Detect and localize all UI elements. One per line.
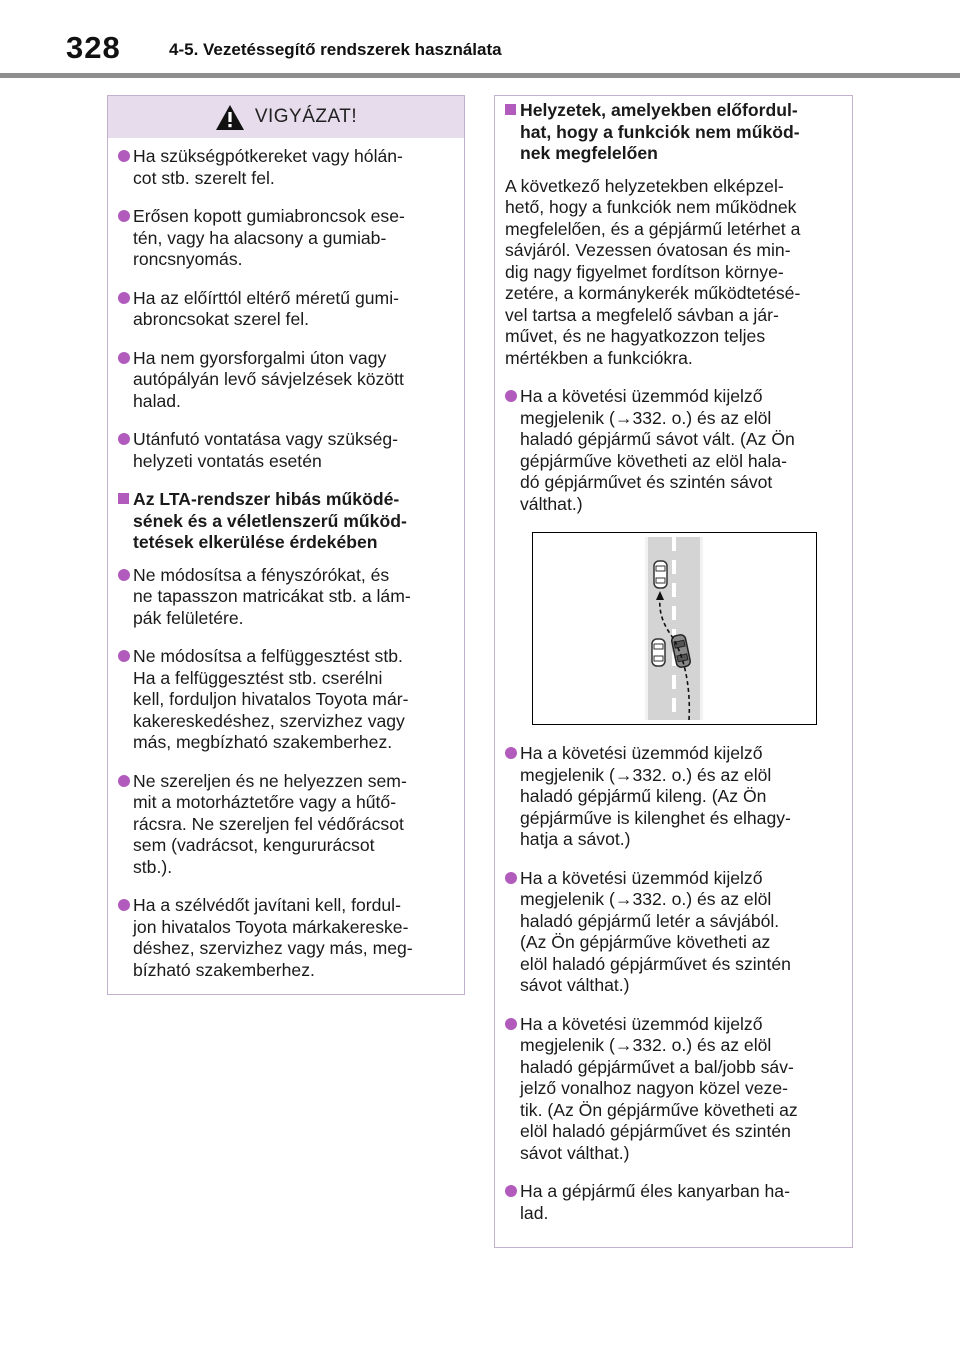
lane-change-illustration	[532, 532, 817, 725]
page-header	[0, 0, 960, 78]
list-item: Ha a követési üzemmód kijelző megjelenik (→332. o.) és az elöl haladó gépjárművet a bal/jobb sáv- jelző vonalhoz nagyon közel veze- tik. (Az Ön gépjárműve követheti az elöl haladó gépjárművet és szintén sávot válthat.)	[505, 1014, 838, 1165]
warning-box	[107, 95, 465, 995]
info-intro: A következő helyzetekben elképzel- hető, hogy a funkciók nem működnek megfelelően, és a gépjármű letérhet a sávjáról. Vezessen óvatosan és min- dig nagy figyelmet fordítson környe- zetére, a kormánykerék működtetésé- vel tartsa a megfelelő sávban a jár- művet, és ne hagyatkozzon teljes mértékben a funkciókra.	[505, 175, 801, 368]
road-edge-right	[700, 537, 703, 720]
warning-header	[108, 96, 464, 138]
info-subheading: Helyzetek, amelyekben előfordul- hat, hogy a funkciók nem működ- nek megfelelően	[505, 100, 838, 165]
info-box	[494, 95, 853, 1248]
warning-triangle-icon	[215, 104, 245, 131]
list-item: Ha a gépjármű éles kanyarban ha- lad.	[505, 1181, 838, 1224]
list-item: Ne módosítsa a fényszórókat, és ne tapasszon matricákat stb. a lám- pák felületére.	[118, 565, 450, 630]
list-item: Ha a követési üzemmód kijelző megjelenik (→332. o.) és az elöl haladó gépjármű letér a sávjából. (Az Ön gépjárműve követheti az elöl haladó gépjárművet és szintén sávot válthat.)	[505, 868, 838, 997]
lead-vehicle-icon	[654, 561, 667, 588]
list-item: Ne szereljen és ne helyezzen sem- mit a motorháztetőre vagy a hűtő- rácsra. Ne szereljen fel védőrácsot sem (vadrácsot, kengururácsot stb.).	[118, 771, 450, 879]
list-item: Ha az előírttól eltérő méretű gumi- abroncsokat szerel fel.	[118, 288, 450, 331]
parked-vehicle-icon	[652, 639, 665, 666]
header-divider	[0, 73, 960, 78]
list-item: Utánfutó vontatása vagy szükség- helyzeti vontatás esetén	[118, 429, 450, 472]
list-item: Ha a követési üzemmód kijelző megjelenik (→332. o.) és az elöl haladó gépjármű sávot vált. (Az Ön gépjárműve követheti az elöl hala- dó gépjárművet és szintén sávot válthat.)	[505, 386, 838, 515]
warning-subheading: Az LTA-rendszer hibás működé- sének és a véletlenszerű működ- tetések elkerülése érdekében	[118, 489, 450, 554]
list-item: Erősen kopott gumiabroncsok ese- tén, vagy ha alacsony a gumiab- roncsnyomás.	[118, 206, 450, 271]
page-number: 328	[66, 30, 121, 65]
road-edge-left	[645, 537, 648, 720]
list-item: Ha a szélvédőt javítani kell, fordul- jon hivatalos Toyota márkakereske- déshez, szervizhez vagy más, meg- bízható szakemberhez.	[118, 895, 450, 981]
section-title: 4-5. Vezetéssegítő rendszerek használata	[169, 40, 502, 59]
list-item: Ha szükségpótkereket vagy hólán- cot stb. szerelt fel.	[118, 146, 450, 189]
warning-title: VIGYÁZAT!	[254, 106, 358, 127]
list-item: Ha nem gyorsforgalmi úton vagy autópályán levő sávjelzések között halad.	[118, 348, 450, 413]
list-item: Ha a követési üzemmód kijelző megjelenik (→332. o.) és az elöl haladó gépjármű kileng. (Az Ön gépjárműve is kilenghet és elhagy- hatja a sávot.)	[505, 743, 838, 851]
list-item: Ne módosítsa a felfüggesztést stb. Ha a felfüggesztést stb. cserélni kell, forduljon hivatalos Toyota már- kakereskedéshez, szervizhez vagy más, megbízható szakemberhez.	[118, 646, 450, 754]
